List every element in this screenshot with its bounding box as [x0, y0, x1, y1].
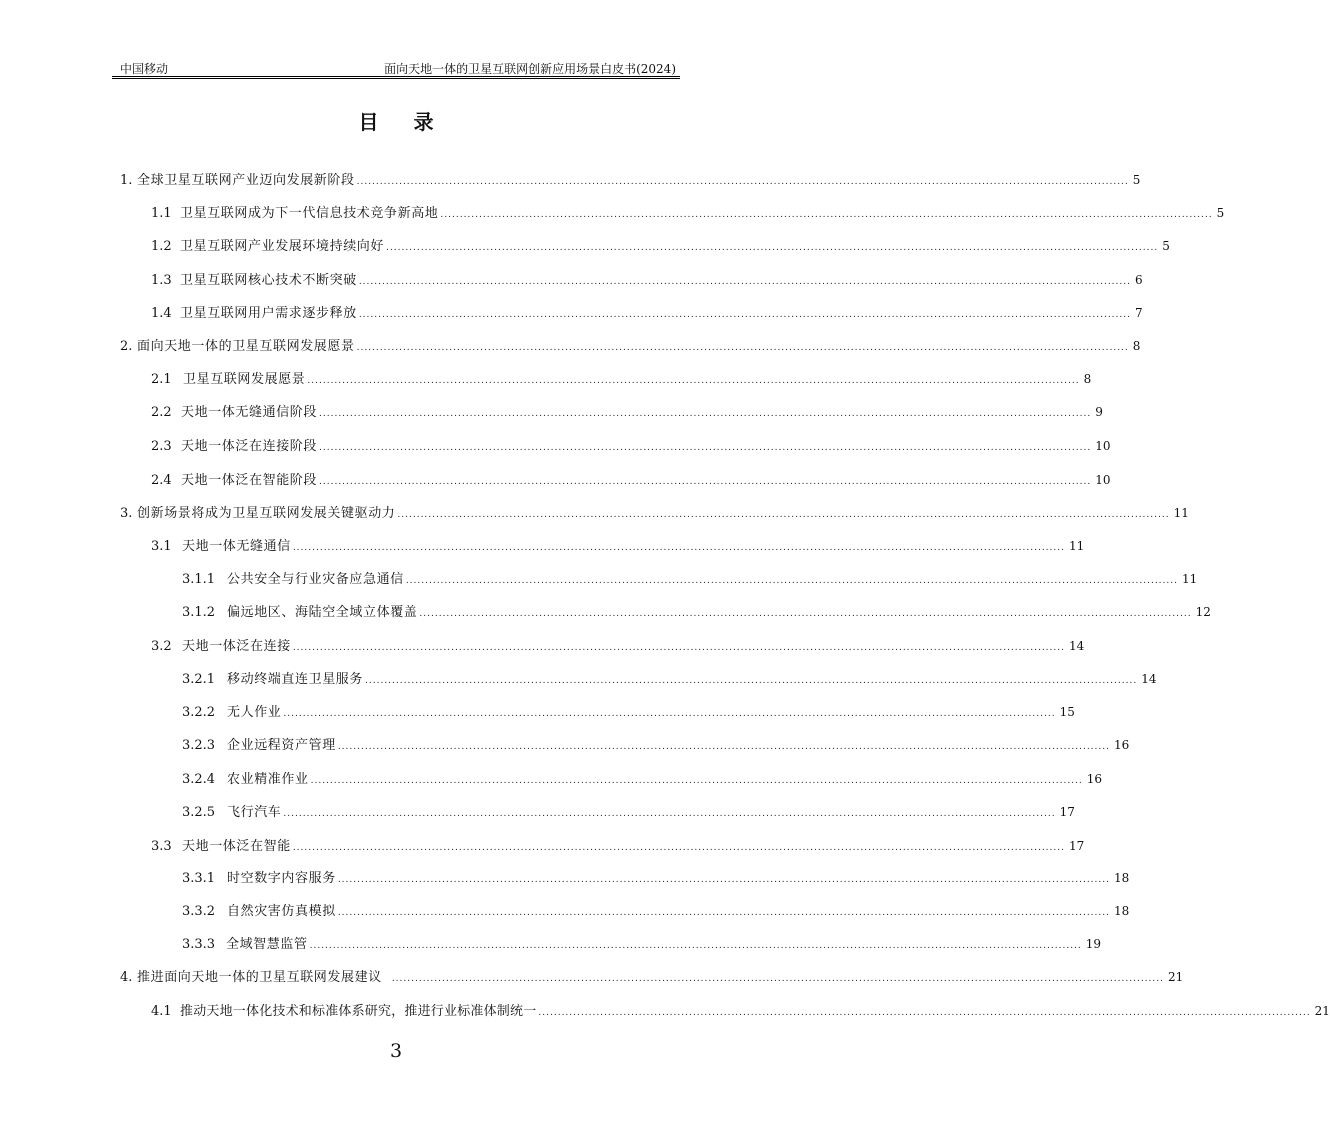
toc-entry[interactable]: [151, 205, 1225, 223]
toc-entry[interactable]: [151, 1003, 1330, 1021]
toc-entry-number: 3.2.5: [182, 805, 216, 820]
toc-leader-dots: ........................................................................................................................................................................................................: [309, 941, 1082, 951]
toc-entry-number: 3.1.1: [182, 572, 216, 587]
toc-entry-number: 3.2.1: [182, 672, 216, 687]
toc-leader-dots: ........................................................................................................................................................................................................: [283, 709, 1056, 719]
toc-entry-title: 卫星互联网发展愿景: [183, 372, 306, 387]
toc-entry-number: 3.: [120, 506, 133, 521]
header-rule-thin: [112, 78, 680, 79]
toc-entry-page: 10: [1095, 473, 1111, 487]
toc-entry-page: 9: [1095, 405, 1103, 419]
toc-entry-title: 卫星互联网用户需求逐步释放: [180, 306, 357, 321]
toc-entry-title: 天地一体无缝通信阶段: [181, 405, 318, 420]
toc-entry-number: 3.2.4: [182, 772, 216, 787]
running-header: [112, 60, 680, 76]
toc-entry-number: 4.1: [151, 1004, 172, 1019]
toc-entry[interactable]: [182, 704, 1075, 722]
toc-entry-number: 2.2: [151, 405, 172, 420]
toc-entry[interactable]: [151, 272, 1143, 290]
toc-entry-page: 17: [1068, 839, 1085, 853]
toc-entry-page: 11: [1173, 506, 1189, 520]
toc-entry-title: 天地一体无缝通信: [182, 539, 291, 554]
toc-entry[interactable]: [182, 737, 1130, 755]
toc-entry[interactable]: [182, 604, 1211, 622]
toc-entry-title: 全域智慧监管: [226, 937, 308, 952]
toc-entry[interactable]: [182, 870, 1130, 888]
toc-leader-dots: ........................................................................................................................................................................................................: [337, 742, 1110, 752]
toc-entry[interactable]: [182, 804, 1075, 822]
toc-entry-title: 天地一体泛在连接阶段: [181, 439, 318, 454]
toc-leader-dots: ........................................................................................................................................................................................................: [440, 210, 1213, 220]
toc-entry-page: 16: [1113, 738, 1130, 752]
toc-entry[interactable]: [151, 404, 1103, 422]
toc-leader-dots: ........................................................................................................................................................................................................: [538, 1008, 1311, 1018]
toc-leader-dots: ........................................................................................................................................................................................................: [386, 243, 1159, 253]
toc-entry-title: 卫星互联网产业发展环境持续向好: [180, 239, 385, 254]
toc-entry-title: 无人作业: [227, 705, 282, 720]
toc-leader-dots: ........................................................................................................................................................................................................: [310, 776, 1083, 786]
toc-entry[interactable]: [151, 638, 1085, 656]
page-number: 3: [389, 1040, 403, 1062]
toc-entry[interactable]: [182, 771, 1103, 789]
toc-entry-page: 14: [1141, 672, 1157, 686]
toc-entry-page: 6: [1134, 273, 1143, 287]
toc-entry[interactable]: [151, 472, 1111, 490]
toc-leader-dots: ........................................................................................................................................................................................................: [419, 609, 1192, 619]
toc-entry-title: 公共安全与行业灾备应急通信: [227, 572, 404, 587]
toc-entry-title: 企业远程资产管理: [227, 738, 336, 753]
toc-entry-number: 1.4: [151, 306, 172, 321]
toc-entry[interactable]: [182, 571, 1198, 589]
toc-entry[interactable]: [151, 538, 1085, 556]
toc-entry[interactable]: [182, 671, 1157, 689]
toc-entry-number: 3.2.3: [182, 738, 216, 753]
toc-entry-page: 5: [1132, 173, 1141, 187]
toc-entry-title: 面向天地一体的卫星互联网发展愿景: [137, 339, 355, 354]
toc-entry-page: 15: [1059, 705, 1075, 719]
toc-entry-page: 18: [1113, 871, 1130, 885]
toc-entry-number: 1.: [120, 173, 133, 188]
toc-leader-dots: ........................................................................................................................................................................................................: [292, 843, 1065, 853]
toc-leader-dots: ........................................................................................................................................................................................................: [292, 643, 1065, 653]
toc-entry-number: 1.3: [151, 273, 172, 288]
toc-entry-number: 3.3.1: [182, 871, 216, 886]
toc-entry-title: 农业精准作业: [227, 772, 309, 787]
toc-leader-dots: ........................................................................................................................................................................................................: [319, 477, 1092, 487]
toc-entry-title: 天地一体泛在连接: [182, 639, 291, 654]
toc-entry-page: 11: [1181, 572, 1198, 586]
toc-entry-title: 推动天地一体化技术和标准体系研究，推进行业标准体制统一: [180, 1004, 537, 1019]
toc-entry-title: 偏远地区、海陆空全域立体覆盖: [227, 605, 418, 620]
toc-leader-dots: ........................................................................................................................................................................................................: [397, 510, 1170, 520]
toc-entry[interactable]: [151, 238, 1170, 256]
toc-entry-page: 14: [1068, 639, 1085, 653]
toc-entry[interactable]: [182, 936, 1102, 954]
toc-leader-dots: ........................................................................................................................................................................................................: [292, 543, 1065, 553]
toc-heading: 目 录: [358, 110, 448, 134]
toc-leader-dots: ........................................................................................................................................................................................................: [356, 177, 1129, 187]
toc-entry-page: 17: [1059, 805, 1075, 819]
toc-entry-page: 16: [1086, 772, 1103, 786]
toc-entry-number: 2.4: [151, 473, 172, 488]
toc-leader-dots: ........................................................................................................................................................................................................: [337, 908, 1110, 918]
toc-entry[interactable]: [151, 371, 1092, 389]
toc-entry-number: 3.1.2: [182, 605, 216, 620]
toc-leader-dots: ........................................................................................................................................................................................................: [405, 576, 1178, 586]
toc-entry-page: 8: [1083, 372, 1092, 386]
toc-entry-number: 1.1: [151, 206, 172, 221]
toc-entry-page: 8: [1132, 339, 1141, 353]
toc-leader-dots: ........................................................................................................................................................................................................: [307, 376, 1080, 386]
toc-entry[interactable]: [151, 305, 1143, 323]
toc-entry-title: 天地一体泛在智能: [182, 839, 291, 854]
toc-entry-number: 4.: [120, 970, 133, 985]
toc-entry-page: 5: [1216, 206, 1225, 220]
header-rule: [112, 76, 680, 77]
toc-entry-number: 3.2.2: [182, 705, 216, 720]
toc-entry[interactable]: [120, 505, 1189, 523]
toc-entry-title: 天地一体泛在智能阶段: [181, 473, 318, 488]
toc-entry[interactable]: [182, 903, 1130, 921]
toc-leader-dots: ........................................................................................................................................................................................................: [337, 875, 1110, 885]
toc-entry-page: 5: [1162, 239, 1170, 253]
header-publisher: 中国移动: [120, 62, 169, 76]
toc-entry-number: 2.: [120, 339, 133, 354]
toc-entry-page: 19: [1085, 937, 1102, 951]
toc-entry-title: 卫星互联网成为下一代信息技术竞争新高地: [180, 206, 439, 221]
toc-entry-number: 1.2: [151, 239, 172, 254]
toc-entry-number: 3.3: [151, 839, 172, 854]
toc-leader-dots: ........................................................................................................................................................................................................: [391, 974, 1164, 984]
toc-entry-number: 3.3.2: [182, 904, 216, 919]
toc-entry-page: 10: [1095, 439, 1111, 453]
toc-entry[interactable]: [120, 969, 1184, 987]
toc-entry-page: 7: [1134, 306, 1143, 320]
toc-entry-title: 移动终端直连卫星服务: [227, 672, 364, 687]
toc-entry-title: 时空数字内容服务: [227, 871, 336, 886]
toc-entry-title: 飞行汽车: [227, 805, 282, 820]
toc-entry-title: 卫星互联网核心技术不断突破: [180, 273, 357, 288]
toc-entry-page: 21: [1314, 1004, 1330, 1018]
header-document-title: 面向天地一体的卫星互联网创新应用场景白皮书(2024): [384, 62, 676, 76]
toc-leader-dots: ........................................................................................................................................................................................................: [356, 343, 1129, 353]
toc-entry-page: 12: [1195, 605, 1211, 619]
toc-leader-dots: ........................................................................................................................................................................................................: [319, 409, 1092, 419]
toc-entry-title: 创新场景将成为卫星互联网发展关键驱动力: [137, 506, 396, 521]
toc-leader-dots: ........................................................................................................................................................................................................: [365, 676, 1138, 686]
toc-leader-dots: ........................................................................................................................................................................................................: [358, 310, 1131, 320]
toc-entry-title: 推进面向天地一体的卫星互联网发展建议: [137, 970, 382, 985]
toc-entry[interactable]: [120, 338, 1141, 356]
toc-entry-title: 全球卫星互联网产业迈向发展新阶段: [137, 173, 355, 188]
toc-leader-dots: ........................................................................................................................................................................................................: [283, 809, 1056, 819]
toc-entry-title: 自然灾害仿真模拟: [227, 904, 336, 919]
toc-entry-page: 18: [1113, 904, 1130, 918]
toc-leader-dots: ........................................................................................................................................................................................................: [319, 443, 1092, 453]
toc-entry-number: 3.1: [151, 539, 172, 554]
toc-entry-number: 2.1: [151, 372, 172, 387]
toc-entry-number: 3.3.3: [182, 937, 216, 952]
toc-entry[interactable]: [151, 838, 1085, 856]
toc-entry[interactable]: [151, 438, 1111, 456]
toc-entry-page: 11: [1068, 539, 1085, 553]
toc-entry[interactable]: [120, 172, 1141, 190]
toc-entry-number: 3.2: [151, 639, 172, 654]
toc-entry-number: 2.3: [151, 439, 172, 454]
toc-entry-page: 21: [1167, 970, 1184, 984]
toc-leader-dots: ........................................................................................................................................................................................................: [358, 277, 1131, 287]
